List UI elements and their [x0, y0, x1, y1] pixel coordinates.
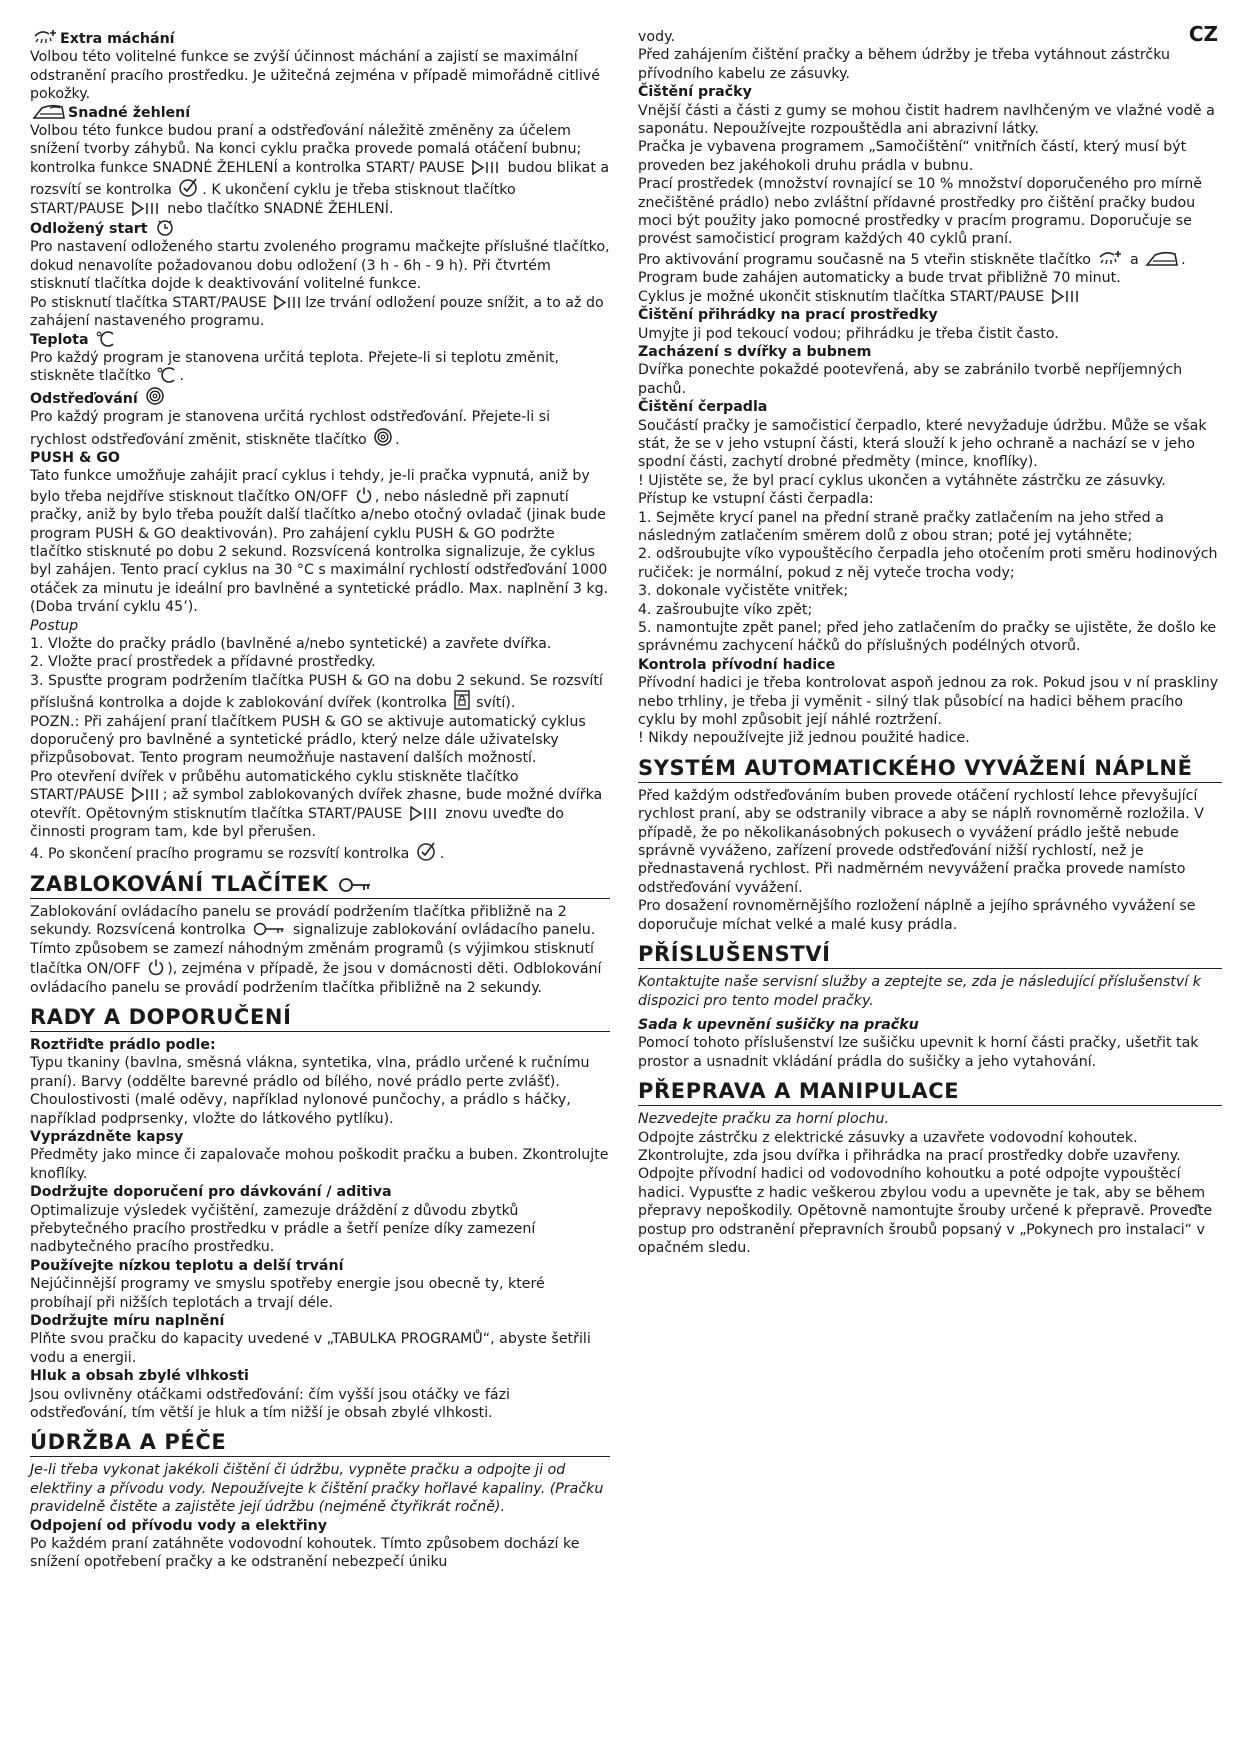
pump-step-3: 3. dokonale vyčistěte vnitřek; [638, 583, 849, 600]
load-title: Dodržujte míru naplnění [30, 1313, 225, 1329]
start-pause-icon [409, 806, 439, 821]
accessories-intro: Kontaktujte naše servisní služby a zeptejte se, zda je následující příslušenství k dispozici pro tento model pračky. [638, 974, 1201, 1009]
easy-iron-title: Snadné žehlení [68, 104, 191, 121]
disconnect-title: Odpojení od přívodu vody a elektřiny [30, 1517, 327, 1534]
cleaning-text-4 [638, 249, 1222, 269]
push-go-text-1: Tato funkce umožňuje zahájit prací cyklus i tehdy, je-li pračka vypnutá, aniž by bylo třeba nejdříve stisknout tlačítko ON/OFF [30, 468, 590, 505]
extra-rinse-heading [30, 28, 610, 48]
noise-text: Jsou ovlivněny otáčkami odstřeďování: čím vyšší jsou otáčky ve fázi odstřeďování, tím větší je hluk a tím nižší je obsah zbylé vlhkosti. [30, 1386, 510, 1422]
accessories-text: Pomocí tohoto příslušenství lze sušičku upevnit k horní části pračky, ušetřit tak prostor a usnadnit vkládání prádla do sušičky a jeho vytahování. [638, 1035, 1199, 1070]
cleaning-text-3: Prací prostředek (množství rovnající se 10 % množství doporučeného pro mírně znečištěné prádlo) nebo zvláštní přídavné prostředky pro čištění pračky budou moci být použity jako pomocné prostředky v pracím programu. Doporučuje se provést samočisticí program každých 40 cyklů praní. [638, 176, 1202, 248]
door-text: Dvířka ponechte pokaždé pootevřená, aby se zabránilo tvorbě nepříjemných pachů. [638, 362, 1183, 397]
start-pause-icon [273, 295, 303, 310]
delay-start-text-2 [30, 294, 610, 331]
noise-title: Hluk a obsah zbylé vlhkosti [30, 1368, 249, 1385]
cycle-end-icon [178, 177, 200, 197]
drawer-text: Umyjte ji pod tekoucí vodou; přihrádku je třeba čistit často. [638, 325, 1059, 342]
balance-text-1: Před každým odstřeďováním buben provede otáčení rychlostí lehce převyšující rychlost praní, aby se odstranily vibrace a aby se náplň rovnoměrně rozložila. V případě, že po několikanásobných pokusech o vyvážení prádlo ještě nebude správně vyváženo, zařízení provede odstřeďování nižší rychlostí, než je přednastavená rychlost. Při nadměrném nevyvážení pračka provede namísto odstřeďování vyvážení. [638, 787, 1204, 896]
push-go-text-2: , nebo následně při zapnutí pračky, aniž by bylo třeba použít další tlačítko a/nebo otočný ovladač (jinak bude program PUSH & GO deaktivován). Pro zahájení cyklu PUSH & GO podržte tlačítko stisknuté po dobu 2 sekund. Rozsvícená kontrolka signalizuje, že cyklus byl zahájen. Tento prací cyklus na 30 °C s maximální rychlostí odstřeďování 1000 otáček za minutu je ideální pro bavlněné a syntetické prádlo. Max. naplnění 3 kg. (Doba trvání cyklu 45’). [30, 488, 609, 616]
temperature-text-body: Pro každý program je stanovena určitá teplota. Přejete-li si teplotu změnit, stiskněte tlačítko [30, 349, 560, 385]
delay-start-text-1: Pro nastavení odloženého startu zvoleného programu mačkejte příslušné tlačítko, dokud nenavolíte požadovanou dobu odložení (3 h - 6h - 9 h). Při čtvrtém stisknutí tlačítka dojde k deaktivování volitelné funkce. [30, 239, 610, 293]
cycle-end-icon [416, 841, 438, 861]
sort-title: Roztřiďte prádlo podle: [30, 1036, 216, 1053]
care-intro: Je-li třeba vykonat jakékoli čištění či údržbu, vypněte pračku a odpojte ji od elektřiny a přívodu vody. Nepoužívejte k čištění pračky hořlavé kapaliny. (Pračku pravidelně čistěte a zajistěte její údržbu (nejméně čtyřikrát ročně). [30, 1462, 604, 1516]
continued-text-2: Před zahájením čištění pračky a během údržby je třeba vytáhnout zástrčku přívodního kabelu ze zásuvky. [638, 47, 1170, 82]
accessories-subtitle: Sada k upevnění sušičky na pračku [638, 1016, 919, 1033]
spin-title: Odstřeďování [30, 390, 138, 407]
key-icon [252, 921, 286, 937]
cleaning-text-4b: a [1129, 251, 1139, 268]
key-lock-text-1: Zablokování ovládacího panelu se provádí podržením tlačítka přibližně na 2 sekundy. Rozsvícená kontrolka [30, 903, 567, 939]
push-go-text [30, 467, 610, 616]
key-lock-heading-text: ZABLOKOVÁNÍ TLAČÍTEK [30, 871, 329, 896]
pump-step-5: 5. namontujte zpět panel; před jeho zatlačením do pračky se ujistěte, že došlo ke správnému zachycení háčků do příslušných podélných otvorů. [638, 620, 1217, 655]
accessories-heading: PŘÍSLUŠENSTVÍ [638, 942, 1222, 969]
easy-iron-text [30, 122, 610, 218]
pump-text-2: ! Ujistěte se, že byl prací cyklus ukončen a vytáhněte zástrčku ze zásuvky. [638, 472, 1166, 489]
cleaning-text-1: Vnější části a části z gumy se mohou čistit hadrem navlhčeným ve vlažné vodě a saponátu. Nepoužívejte rozpouštědla ani abrazivní látky. [638, 102, 1215, 138]
iron-icon [1145, 251, 1179, 267]
power-icon [147, 958, 165, 976]
pump-text-1: Součástí pračky je samočisticí čerpadlo, které nevyžaduje údržbu. Může se však stát, že se v jeho vstupní části, která slouží k jeho ochraně a nachází se v jeho spodní části, zachytí drobné předměty (mince, knoflíky). [638, 417, 1207, 471]
transport-intro: Nezvedejte pračku za horní plochu. [638, 1111, 889, 1128]
start-pause-icon [131, 787, 161, 802]
key-lock-text [30, 903, 610, 997]
pump-step-1: 1. Sejměte krycí panel na přední straně pračky zatlačením na jeho střed a následným zatlačením směrem dolů z obou stran; poté jej vytáhněte; [638, 509, 1164, 544]
procedure-label: Postup [30, 617, 79, 634]
delay-start-text-2b: lze trvání odložení pouze snížit, a to až do zahájení nastaveného programu. [30, 294, 604, 330]
key-lock-text-3: ), zejména v případě, že jsou v domácnosti děti. Odblokování ovládacího panelu se provádí podržením tlačítka přibližně na 2 sekundy. [30, 961, 602, 996]
continued-text-1: vody. [638, 29, 675, 45]
easy-iron-heading [30, 104, 610, 122]
start-pause-icon [1051, 289, 1081, 304]
load-text: Plňte svou pračku do kapacity uvedené v „TABULKA PROGRAMŮ“, abyste šetřili vodu a energii. [30, 1331, 591, 1366]
spin-text: Pro každý program je stanovena určitá rychlost odstřeďování. Přejete-li si rychlost odstřeďování změnit, stiskněte tlačítko . [30, 409, 551, 448]
step-4-text: 4. Po skončení pracího programu se rozsvítí kontrolka [30, 846, 410, 863]
spin-text-body: Pro každý program je stanovena určitá rychlost odstřeďování. Přejete-li si rychlost odstřeďování změnit, stiskněte tlačítko [30, 409, 551, 448]
temperature-icon [96, 331, 116, 347]
pump-title: Čištění čerpadla [638, 399, 768, 416]
door-lock-icon [454, 690, 470, 710]
delay-start-heading [30, 218, 610, 238]
key-icon [338, 876, 372, 894]
temperature-title: Teplota [30, 331, 89, 348]
hose-text-2: ! Nikdy nepoužívejte již jednou použité hadice. [638, 730, 970, 747]
step-4: 4. Po skončení pracího programu se rozsvítí kontrolka . [30, 841, 610, 863]
push-go-note: POZN.: Při zahájení praní tlačítkem PUSH & GO se aktivuje automatický cyklus doporučený pro bavlněné a syntetické prádlo, který nelze dále uživatelsky přizpůsobovat. Tento program neumožňuje nastavení dalších možností. [30, 713, 586, 767]
delay-start-text-2a: Po stisknutí tlačítka START/PAUSE [30, 294, 267, 311]
key-lock-heading [30, 872, 610, 899]
push-go-title: PUSH & GO [30, 449, 120, 466]
door-title: Zacházení s dvířky a bubnem [638, 343, 872, 360]
step-3 [30, 672, 610, 713]
cleaning-text-6-body: Cyklus je možné ukončit stisknutím tlačítka START/PAUSE [638, 288, 1045, 305]
easy-iron-text-3: . K ukončení cyklu je třeba stisknout tlačítko START/PAUSE [30, 182, 516, 217]
spin-icon [145, 386, 165, 406]
extra-rinse-title: Extra máchání [60, 31, 175, 47]
language-label: CZ [1188, 22, 1218, 46]
open-door-text-2: ; až symbol zablokovaných dvířek zhasne, bude možné dvířka otevřít. Opětovným stisknutím tlačítka START/PAUSE [30, 787, 603, 822]
iron-icon [32, 104, 66, 120]
cleaning-text-6 [638, 288, 1222, 306]
spin-heading [30, 386, 610, 408]
cleaning-title: Čištění pračky [638, 84, 752, 101]
easy-iron-text-2: budou blikat a rozsvítí se kontrolka [30, 159, 610, 199]
step-1: 1. Vložte do pračky prádlo (bavlněné a/nebo syntetické) a zavřete dvířka. [30, 636, 552, 652]
balance-heading: SYSTÉM AUTOMATICKÉHO VYVÁŽENÍ NÁPLNĚ [638, 756, 1222, 783]
easy-iron-text-1: Volbou této funkce budou praní a odstřeďování náležitě změněny za účelem snížení tvorby záhybů. Na konci cyklu pračka provede pomalá otáčení bubnu; kontrolka funkce SNADNÉ ŽEHLENÍ a kontrolka START/ PAUSE [30, 123, 582, 176]
sort-text: Typu tkaniny (bavlna, směsná vlákna, syntetika, vlna, prádlo určené k ručnímu praní). Barvy (oddělte barevné prádlo od bílého, nové prádlo perte zvlášť). Choulostivosti (malé oděvy, například nylonové punčochy, a prádlo s háčky, například podprsenky, vložte do látkového pytlíku). [30, 1055, 590, 1127]
open-door-text-3: znovu uveďte do činnosti program tam, kde byl přerušen. [30, 805, 564, 841]
tips-heading: RADY A DOPORUČENÍ [30, 1005, 610, 1032]
low-temp-text: Nejúčinnější programy ve smyslu spotřeby energie jsou obecně ty, které probíhají při nižších teplotách a trvají déle. [30, 1276, 545, 1311]
transport-heading: PŘEPRAVA A MANIPULACE [638, 1079, 1222, 1106]
left-column [30, 28, 610, 1572]
key-lock-text-2: signalizuje zablokování ovládacího panelu. Tímto způsobem se zamezí náhodným změnám programů (s výjimkou stisknutí tlačítka ON/OFF [30, 922, 596, 978]
power-icon [355, 486, 373, 504]
low-temp-title: Používejte nízkou teplotu a delší trvání [30, 1257, 344, 1274]
drawer-title: Čištění přihrádky na prací prostředky [638, 307, 938, 324]
start-pause-icon [131, 201, 161, 216]
transport-text: Odpojte zástrčku z elektrické zásuvky a uzavřete vodovodní kohoutek. Zkontrolujte, zda jsou dvířka i přihrádka na prací prostředky dobře uzavřeny. Odpojte přívodní hadici od vodovodního kohoutku a poté odpojte vypouštěcí hadici. Vypusťte z hadic veškerou zbylou vodu a upevněte je tak, aby se během přepravy nepoškodily. Opětovně namontujte šrouby určené k přepravě. Proveďte postup pro odstranění přepravních šroubů popsaný v „Pokynech pro instalaci“ v opačném sledu. [638, 1129, 1213, 1256]
cleaning-text-2: Pračka je vybavena programem „Samočištění“ vnitřních částí, který musí být proveden bez jakéhokoli druhu prádla v bubnu. [638, 139, 1187, 174]
cleaning-text-4c: . [1181, 251, 1186, 268]
care-heading: ÚDRŽBA A PÉČE [30, 1430, 610, 1457]
easy-iron-text-4: nebo tlačítko SNADNÉ ŽEHLENÍ. [167, 200, 394, 217]
pump-step-4: 4. zašroubujte víko zpět; [638, 601, 813, 618]
pockets-title: Vyprázdněte kapsy [30, 1128, 184, 1145]
cleaning-text-5: Program bude zahájen automaticky a bude trvat přibližně 70 minut. [638, 270, 1121, 287]
hose-title: Kontrola přívodní hadice [638, 656, 836, 673]
shower-plus-icon [32, 28, 58, 46]
temperature-text: Pro každý program je stanovena určitá teplota. Přejete-li si teplotu změnit, stiskněte tlačítko . [30, 349, 560, 385]
spin-icon [373, 427, 393, 447]
step-2: 2. Vložte prací prostředek a přídavné prostředky. [30, 654, 376, 671]
delay-timer-icon [155, 218, 175, 236]
dosage-title: Dodržujte doporučení pro dávkování / aditiva [30, 1184, 392, 1201]
pump-step-2: 2. odšroubujte víko vypouštěcího čerpadla jeho otočením proti směru hodinových ručiček: je normální, pokud z něj vyteče trocha vody; [638, 546, 1218, 581]
balance-text-2: Pro dosažení rovnoměrnějšího rozložení náplně a jejího správného vyvážení se doporučuje míchat velké a malé kusy prádla. [638, 898, 1196, 933]
disconnect-text: Po každém praní zatáhněte vodovodní kohoutek. Tímto způsobem dochází ke snížení opotřebení pračky a ke odstranění nebezpečí úniku [30, 1536, 580, 1571]
cleaning-text-4a: Pro aktivování programu současně na 5 vteřin stiskněte tlačítko [638, 251, 1091, 268]
pump-text-3: Přístup ke vstupní části čerpadla: [638, 491, 874, 508]
hose-text-1: Přívodní hadici je třeba kontrolovat aspoň jednou za rok. Pokud jsou v ní praskliny nebo trhliny, je třeba ji vyměnit - silný tlak působící na hadici během pracího cyklu by mohl způsobit její náhlé roztržení. [638, 675, 1219, 729]
step-3b: svítí). [476, 695, 516, 712]
extra-rinse-text: Volbou této volitelné funkce se zvýší účinnost máchání a zajistí se maximální odstranění pracího prostředku. Je užitečná zejména v případě mimořádně citlivé pokožky. [30, 49, 600, 103]
delay-start-title: Odložený start [30, 221, 148, 238]
dosage-text: Optimalizuje výsledek vyčištění, zamezuje dráždění z důvodu zbytků přebytečného pracího prostředku v prádle a šetří peníze díky zamezení nadbytečného pracího prostředku. [30, 1202, 536, 1256]
step-3a: 3. Spusťte program podržením tlačítka PUSH & GO na dobu 2 sekund. Se rozsvítí příslušná kontrolka a dojde k zablokování dvířek (kontrolka [30, 672, 603, 712]
shower-plus-icon [1097, 249, 1123, 267]
pockets-text: Předměty jako mince či zapalovače mohou poškodit pračku a buben. Zkontrolujte knoflíky. [30, 1147, 609, 1182]
start-pause-icon [471, 160, 501, 175]
right-column [638, 28, 1222, 1257]
temperature-icon [157, 367, 177, 383]
open-door-text [30, 768, 610, 842]
open-door-text-1: Pro otevření dvířek v průběhu automatického cyklu stiskněte tlačítko START/PAUSE [30, 768, 519, 804]
temperature-heading [30, 331, 610, 349]
